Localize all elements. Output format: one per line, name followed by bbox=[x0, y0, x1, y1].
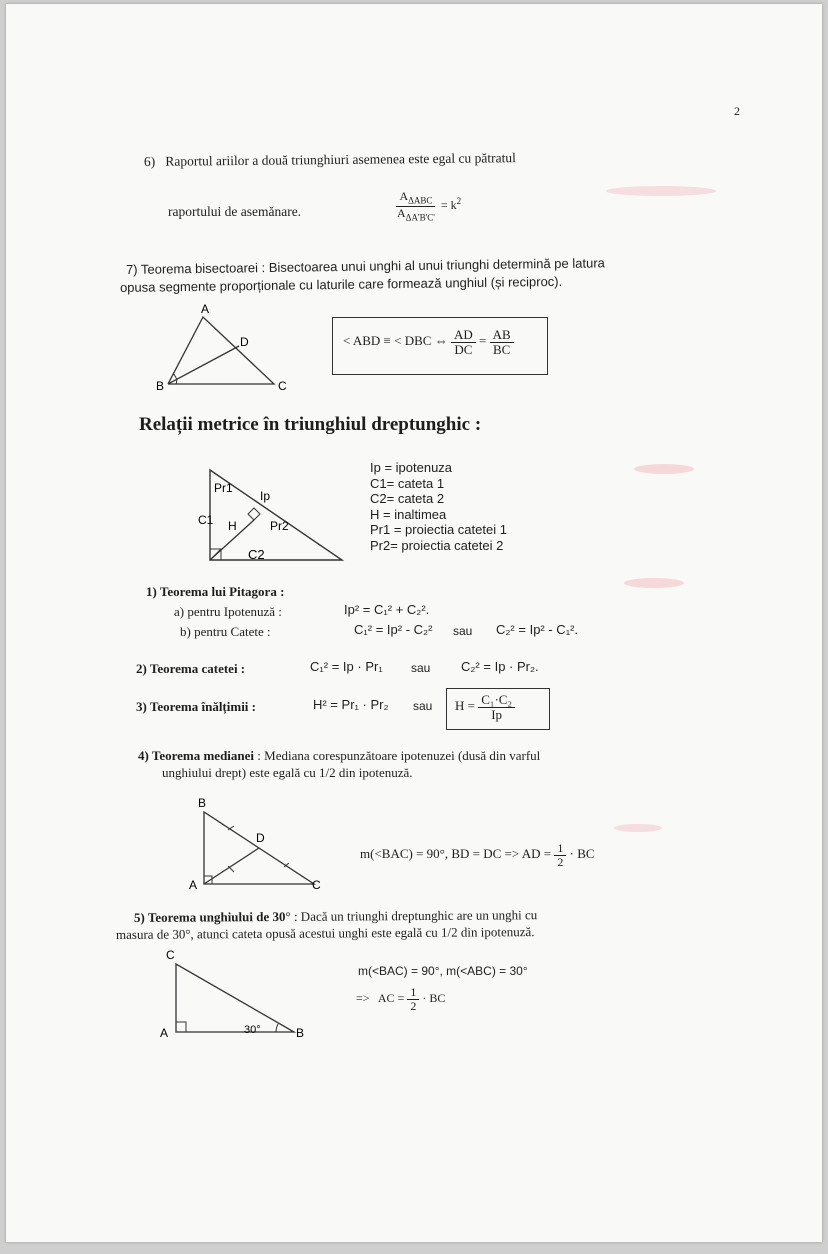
s6-den-sub: ΔA'B'C' bbox=[405, 212, 435, 223]
t5-line1 bbox=[134, 907, 537, 926]
t5-label-a: A bbox=[160, 1026, 169, 1040]
bisector-formula-box bbox=[332, 317, 548, 375]
s7-formula bbox=[343, 328, 514, 356]
t3-num: C₁·C₂ bbox=[478, 693, 515, 708]
t4-label-c: C bbox=[312, 878, 321, 892]
legend-item: C1= cateta 1 bbox=[370, 475, 445, 491]
t5-title: 5) Teorema unghiului de 30° bbox=[133, 908, 291, 925]
legend-item: Pr1 = proiectia catetei 1 bbox=[370, 522, 507, 537]
t5-tail: · BC bbox=[422, 990, 446, 1005]
t5-formula2 bbox=[356, 986, 445, 1012]
stain-mark bbox=[614, 824, 662, 832]
t3-f1: H² = Pr₁ · Pr₂ bbox=[313, 697, 389, 712]
t4-title: 4) Teorema medianei bbox=[138, 748, 255, 763]
t1-b-formula2: C₂² = Ip² - C₁². bbox=[496, 622, 579, 637]
t4-line1 bbox=[138, 748, 540, 764]
page-number: 2 bbox=[734, 104, 740, 118]
t4-formula bbox=[360, 842, 595, 868]
s7-f1-den: DC bbox=[454, 341, 473, 357]
t5-formula1: m(<BAC) = 90°, m(<ABC) = 30° bbox=[358, 964, 528, 978]
s7-line2: opusa segmente proporționale cu laturile care formează unghiul (și reciproc). bbox=[119, 273, 563, 295]
t5-text: : Dacă un triunghi dreptunghic are un unghi cu bbox=[293, 907, 538, 924]
s6-rhs-exp: 2 bbox=[456, 196, 462, 207]
t5-text2: masura de 30°, atunci cateta opusă acestui unghi este egală cu 1/2 din ipotenuză. bbox=[115, 924, 535, 942]
s6-rhs: = k bbox=[440, 198, 457, 213]
t3-title: 3) Teorema înălțimii : bbox=[136, 699, 257, 714]
s7-label-b: B bbox=[156, 379, 165, 393]
t4-text2: unghiului drept) este egală cu 1/2 din ipotenuză. bbox=[162, 765, 413, 780]
t1-title: 1) Teorema lui Pitagora : bbox=[146, 584, 285, 599]
t2-f1: C₁² = Ip · Pr₁ bbox=[310, 659, 383, 674]
stain-mark bbox=[606, 186, 716, 196]
right-triangle-figure bbox=[196, 462, 356, 572]
label-ip: Ip bbox=[260, 489, 271, 503]
s7-line1: 7) Teorema bisectoarei : Bisectoarea unui unghi al unui triunghi determină pe latura bbox=[125, 255, 605, 277]
t5-den: 2 bbox=[410, 998, 417, 1013]
t1-a-label: a) pentru Ipotenuză : bbox=[174, 604, 282, 619]
t1-b-label: b) pentru Catete : bbox=[180, 624, 271, 639]
t3-formula-box bbox=[446, 688, 550, 730]
s6-number: 6) bbox=[143, 153, 156, 169]
s6-num-sub: ΔABC bbox=[408, 195, 433, 206]
t1-sau: sau bbox=[453, 624, 473, 638]
t4-formula-text: m(<BAC) = 90°, BD = DC => AD = bbox=[360, 846, 552, 862]
t4-label-a: A bbox=[189, 878, 198, 892]
t4-tail: · BC bbox=[569, 846, 595, 862]
s7-f1-num: AD bbox=[451, 328, 476, 343]
t5-implies: => bbox=[356, 990, 370, 1005]
s7-eq: = bbox=[479, 333, 487, 349]
t5-ac: AC = bbox=[377, 990, 405, 1005]
legend-item: Ip = ipotenuza bbox=[370, 460, 453, 475]
s6-formula bbox=[394, 190, 461, 223]
t4-label-d: D bbox=[256, 831, 265, 845]
s6-line1 bbox=[144, 150, 516, 170]
s7-label-d: D bbox=[240, 335, 249, 349]
page-heading: Relații metrice în triunghiul dreptunghic : bbox=[139, 414, 482, 435]
t3-sau: sau bbox=[413, 699, 433, 713]
legend-item: C2= cateta 2 bbox=[370, 491, 445, 506]
t4-text: : Mediana corespunzătoare ipotenuzei (dusă din varful bbox=[257, 748, 541, 763]
page bbox=[6, 4, 822, 1242]
legend bbox=[370, 460, 507, 553]
stain-mark bbox=[634, 464, 694, 474]
s7-f2-den: BC bbox=[492, 341, 511, 357]
label-h: H bbox=[228, 519, 237, 533]
median-triangle-figure bbox=[184, 792, 334, 894]
t1-a-formula: Ip² = C₁² + C₂². bbox=[344, 602, 430, 617]
s7-f2-num: AB bbox=[490, 328, 514, 343]
s7-label-c: C bbox=[278, 379, 287, 393]
t5-label-b: B bbox=[296, 1026, 305, 1040]
label-pr1: Pr1 bbox=[214, 481, 233, 495]
t4-den: 2 bbox=[557, 854, 564, 869]
t1-b-formula: C₁² = Ip² - C₂² bbox=[354, 622, 433, 637]
s6-den: A bbox=[397, 205, 406, 220]
t3-den: Ip bbox=[491, 706, 503, 722]
stain-mark bbox=[624, 578, 684, 588]
t2-title: 2) Teorema catetei : bbox=[136, 661, 246, 676]
label-c1: C1 bbox=[198, 513, 214, 527]
t5-num: 1 bbox=[407, 986, 419, 1000]
t3-box-formula bbox=[455, 693, 515, 721]
label-c2: C2 bbox=[248, 547, 265, 562]
legend-item: Pr2= proiectia catetei 2 bbox=[370, 537, 504, 553]
t2-sau: sau bbox=[411, 661, 431, 675]
t3-h-eq: H = bbox=[455, 698, 475, 714]
label-pr2: Pr2 bbox=[270, 519, 289, 533]
t2-f2: C₂² = Ip · Pr₂. bbox=[461, 659, 539, 674]
s7-formula-left: < ABD ≡ < DBC ⇔ bbox=[343, 333, 448, 349]
legend-item: H = inaltimea bbox=[370, 506, 447, 522]
t5-angle: 30° bbox=[244, 1024, 261, 1036]
s7-label-a: A bbox=[201, 302, 210, 316]
s6-text: Raportul ariilor a două triunghiuri asemenea este egal cu pătratul bbox=[165, 150, 516, 169]
bisector-triangle-figure bbox=[146, 302, 296, 394]
t4-num: 1 bbox=[554, 842, 566, 856]
s6-num: A bbox=[399, 189, 409, 203]
t4-label-b: B bbox=[198, 796, 207, 810]
s6-text2: raportului de asemănare. bbox=[168, 204, 302, 219]
thirty-degree-triangle-figure bbox=[150, 944, 320, 1044]
t5-label-c: C bbox=[166, 948, 175, 962]
